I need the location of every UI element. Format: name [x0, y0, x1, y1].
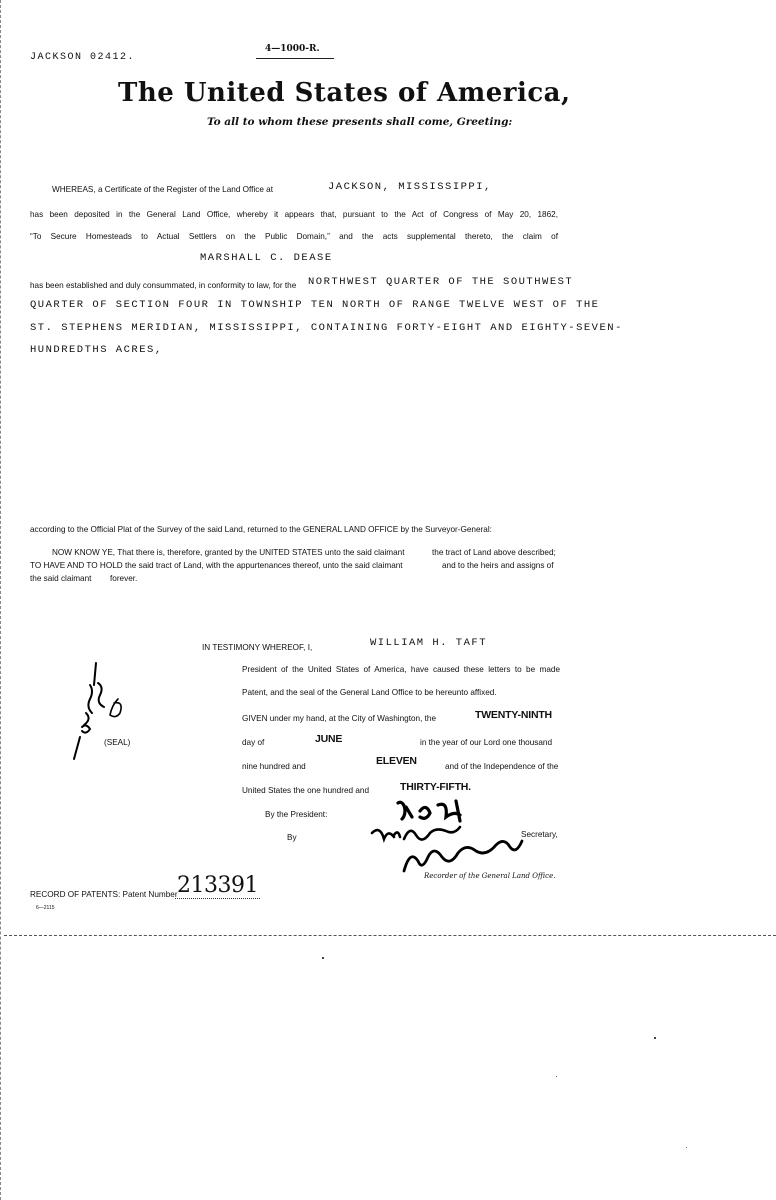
tract-line-3: ST. STEPHENS MERIDIAN, MISSISSIPPI, CONTAINING FORTY-EIGHT AND EIGHTY-SEVEN- — [30, 322, 623, 334]
independence-lead: and of the Independence of the — [445, 762, 559, 771]
body-line-2: has been deposited in the General Land Office, whereby it appears that, pursuant to the Act of Congress of May 20, 1862, — [30, 210, 558, 219]
year-lead: in the year of our Lord one thousand — [420, 738, 553, 747]
independence-value: THIRTY-FIFTH. — [400, 781, 471, 793]
by-president-label: By the President: — [265, 810, 328, 819]
month-value: JUNE — [315, 733, 343, 745]
know-ye-line-1b: the tract of Land above described; — [432, 548, 556, 557]
established-lead: has been established and duly consummated, in conformity to law, for the — [30, 281, 297, 290]
president-signature — [398, 801, 460, 821]
day-of-label: day of — [242, 738, 265, 747]
secretary-label: Secretary, — [521, 830, 558, 839]
testimony-line-1: President of the United States of America, have caused these letters to be made — [242, 665, 560, 674]
plat-line: according to the Official Plat of the Survey of the said Land, returned to the GENERAL LAND OFFICE by the Surveyor-General: — [30, 525, 492, 534]
office-location: JACKSON, MISSISSIPPI, — [328, 181, 492, 193]
know-ye-line-2: TO HAVE AND TO HOLD the said tract of Land, with the appurtenances thereof, unto the said claimant — [30, 561, 403, 570]
form-rule — [256, 58, 334, 59]
know-ye-line-3b: forever. — [110, 574, 138, 583]
form-code: 6—2115 — [36, 905, 55, 911]
tract-line-1: NORTHWEST QUARTER OF THE SOUTHWEST — [308, 276, 574, 288]
seal-label: (SEAL) — [104, 738, 131, 747]
scan-speck — [556, 1076, 557, 1077]
recorder-label: Recorder of the General Land Office. — [424, 872, 556, 880]
scan-speck — [686, 1147, 687, 1148]
know-ye-line-1: NOW KNOW YE, That there is, therefore, granted by the UNITED STATES unto the said claimant — [52, 548, 405, 557]
form-number: 4—1000-R. — [265, 44, 320, 54]
nine-hundred-label: nine hundred and — [242, 762, 306, 771]
scan-speck — [654, 1037, 656, 1039]
body-line-3: “To Secure Homesteads to Actual Settlers on the Public Domain,” and the acts supplemental thereto, the claim of — [30, 232, 558, 241]
record-label: RECORD OF PATENTS: Patent Number — [30, 890, 178, 899]
patent-number: 213391 — [177, 873, 258, 898]
year-value: ELEVEN — [376, 755, 417, 767]
tract-line-2: QUARTER OF SECTION FOUR IN TOWNSHIP TEN NORTH OF RANGE TWELVE WEST OF THE — [30, 299, 600, 311]
scan-edge — [0, 0, 4, 1200]
serial-number: JACKSON 02412. — [30, 52, 136, 63]
know-ye-line-2b: and to the heirs and assigns of — [442, 561, 554, 570]
tract-line-4: HUNDREDTHS ACRES, — [30, 344, 163, 356]
whereas-lead: WHEREAS, a Certificate of the Register of the Land Office at — [52, 185, 274, 194]
know-ye-line-3: the said claimant — [30, 574, 92, 583]
recorder-signature — [404, 841, 522, 871]
testimony-lead: IN TESTIMONY WHEREOF, I, — [202, 643, 313, 652]
secretary-signature — [372, 827, 460, 840]
scan-speck — [322, 957, 324, 959]
president-name: WILLIAM H. TAFT — [370, 637, 488, 649]
handwritten-notation — [68, 655, 138, 765]
document-title: The United States of America, — [118, 78, 571, 108]
by-label: By — [287, 833, 297, 842]
testimony-line-2: Patent, and the seal of the General Land Office to be hereunto affixed. — [242, 688, 497, 697]
day-value: TWENTY-NINTH — [475, 709, 552, 721]
page-divider — [4, 935, 776, 936]
greeting: To all to whom these presents shall come, Greeting: — [207, 116, 513, 128]
patent-number-field — [175, 873, 260, 899]
us-lead: United States the one hundred and — [242, 786, 370, 795]
claimant-name: MARSHALL C. DEASE — [200, 252, 333, 264]
given-lead: GIVEN under my hand, at the City of Washington, the — [242, 714, 437, 723]
